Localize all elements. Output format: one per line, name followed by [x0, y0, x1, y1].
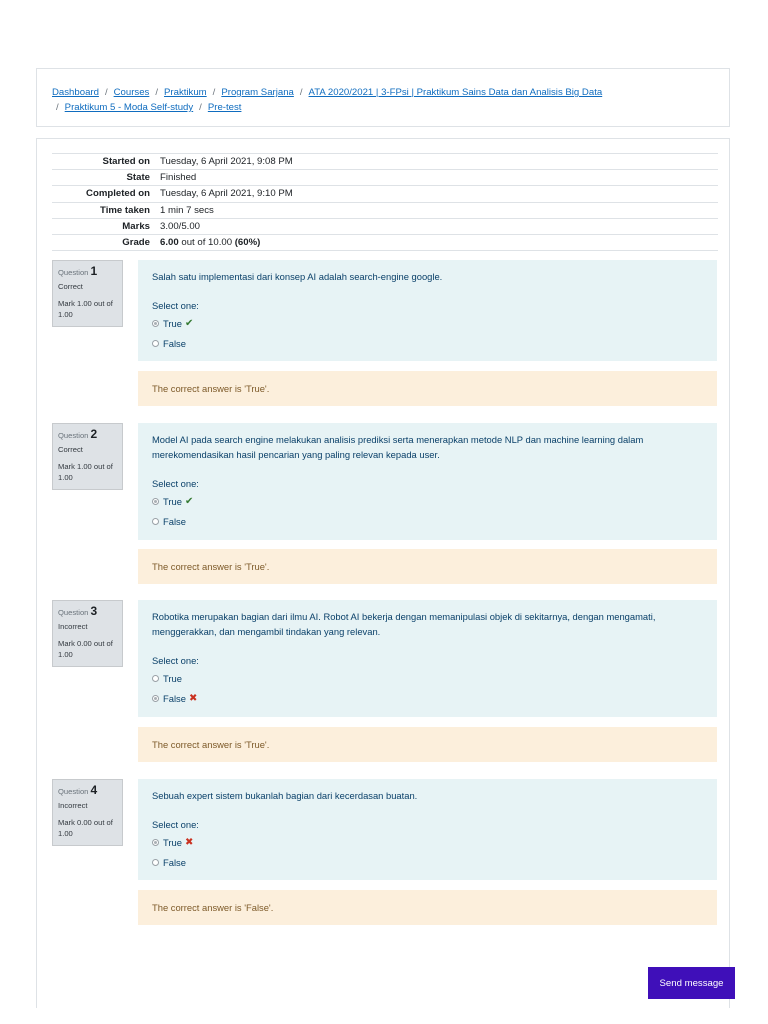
- attempt-summary-table: [52, 153, 718, 251]
- question-state: Incorrect: [58, 801, 88, 810]
- correct-answer-feedback: The correct answer is 'False'.: [138, 890, 717, 925]
- breadcrumb-program-sarjana[interactable]: Program Sarjana: [221, 87, 294, 98]
- breadcrumb-container: [36, 68, 730, 127]
- radio-button[interactable]: [152, 340, 159, 347]
- grade-score: 6.00: [160, 237, 179, 249]
- option-label: False: [163, 692, 186, 704]
- question-state: Incorrect: [58, 622, 88, 631]
- option-label: True: [163, 495, 182, 507]
- question-text: Salah satu implementasi dari konsep AI adalah search-engine google.: [152, 271, 443, 282]
- breadcrumb-courses[interactable]: Courses: [113, 87, 150, 98]
- breadcrumb-separator: /: [212, 87, 216, 98]
- question-formulation: [138, 423, 717, 540]
- summary-label: Grade: [122, 237, 150, 249]
- radio-button[interactable]: [152, 675, 159, 682]
- check-icon: ✔: [184, 495, 194, 507]
- breadcrumb: [52, 85, 722, 115]
- question-formulation: [138, 260, 717, 361]
- select-one-prompt: Select one:: [152, 300, 199, 311]
- question-state: Correct: [58, 282, 83, 291]
- grade-percent: (60%): [234, 237, 261, 249]
- question-mark: Mark 1.00 out of 1.00: [58, 462, 113, 482]
- question-number: Question 3: [58, 604, 98, 618]
- answer-option[interactable]: [152, 852, 703, 872]
- radio-button[interactable]: [152, 498, 159, 505]
- answer-option[interactable]: [152, 491, 703, 511]
- question-state: Correct: [58, 445, 83, 454]
- question-info: [52, 423, 123, 490]
- correct-answer-feedback: The correct answer is 'True'.: [138, 727, 717, 762]
- answer-option[interactable]: [152, 688, 703, 708]
- quiz-review: [36, 138, 730, 1008]
- correct-answer-feedback: The correct answer is 'True'.: [138, 371, 717, 406]
- summary-value: Tuesday, 6 April 2021, 9:08 PM: [160, 156, 293, 168]
- breadcrumb-separator: /: [104, 87, 108, 98]
- option-label: False: [163, 856, 186, 868]
- summary-row-marks: [52, 218, 718, 234]
- select-one-prompt: Select one:: [152, 478, 199, 489]
- send-message-button[interactable]: Send message: [648, 967, 735, 999]
- question-mark: Mark 0.00 out of 1.00: [58, 818, 113, 838]
- breadcrumb-pretest[interactable]: Pre-test: [207, 102, 242, 113]
- breadcrumb-section[interactable]: Praktikum 5 - Moda Self-study: [64, 102, 194, 113]
- summary-row-time: [52, 202, 718, 218]
- question-info: [52, 260, 123, 327]
- radio-button[interactable]: [152, 839, 159, 846]
- option-label: True: [163, 672, 182, 684]
- cross-icon: ✖: [184, 836, 194, 848]
- question-formulation: [138, 600, 717, 717]
- summary-value: 3.00/5.00: [160, 220, 201, 232]
- question-text: Model AI pada search engine melakukan analisis prediksi serta menerapkan metode NLP dan machine learning dalam merekomendasikan hasil pencarian yang paling relevan kepada user.: [152, 434, 644, 460]
- summary-row-state: [52, 170, 718, 186]
- summary-label: Completed on: [86, 188, 150, 200]
- answer-option[interactable]: [152, 668, 703, 688]
- summary-label: Time taken: [100, 204, 150, 216]
- summary-row-started: [52, 154, 718, 170]
- option-label: False: [163, 515, 186, 527]
- question-number: Question 2: [58, 427, 98, 441]
- question-text: Robotika merupakan bagian dari ilmu AI. Robot AI bekerja dengan memanipulasi objek di sekitarnya, dengan mengamati, menggerakkan, dan mengambil tindakan yang relevan.: [152, 611, 656, 637]
- question-number: Question 4: [58, 783, 98, 797]
- summary-value: [155, 234, 718, 250]
- question-mark: Mark 0.00 out of 1.00: [58, 639, 113, 659]
- summary-label: Started on: [102, 156, 150, 168]
- summary-row-grade: [52, 234, 718, 250]
- breadcrumb-separator: /: [155, 87, 159, 98]
- summary-row-completed: [52, 186, 718, 202]
- cross-icon: ✖: [188, 692, 198, 704]
- option-label: False: [163, 337, 186, 349]
- breadcrumb-praktikum[interactable]: Praktikum: [164, 87, 207, 98]
- summary-value: 1 min 7 secs: [160, 204, 214, 216]
- breadcrumb-separator: /: [199, 102, 202, 113]
- question-formulation: [138, 779, 717, 880]
- select-one-prompt: Select one:: [152, 819, 199, 830]
- question-number: Question 1: [58, 264, 98, 278]
- answer-option[interactable]: [152, 333, 703, 353]
- answer-option[interactable]: [152, 511, 703, 531]
- grade-out-of: out of 10.00: [178, 237, 235, 249]
- radio-button[interactable]: [152, 695, 159, 702]
- radio-button[interactable]: [152, 859, 159, 866]
- breadcrumb-separator: /: [56, 102, 59, 113]
- question-info: [52, 779, 123, 846]
- breadcrumb-course[interactable]: ATA 2020/2021 | 3-FPsi | Praktikum Sains Data dan Analisis Big Data: [308, 87, 603, 98]
- summary-label: Marks: [122, 220, 150, 232]
- check-icon: ✔: [184, 317, 194, 329]
- breadcrumb-separator: /: [299, 87, 303, 98]
- breadcrumb-dashboard[interactable]: Dashboard: [52, 87, 99, 98]
- option-label: True: [163, 317, 182, 329]
- option-label: True: [163, 836, 182, 848]
- summary-value: Finished: [160, 172, 197, 184]
- question-mark: Mark 1.00 out of 1.00: [58, 299, 113, 319]
- answer-option[interactable]: [152, 832, 703, 852]
- select-one-prompt: Select one:: [152, 655, 199, 666]
- question-text: Sebuah expert sistem bukanlah bagian dari kecerdasan buatan.: [152, 790, 418, 801]
- answer-option[interactable]: [152, 313, 703, 333]
- radio-button[interactable]: [152, 320, 159, 327]
- question-info: [52, 600, 123, 667]
- correct-answer-feedback: The correct answer is 'True'.: [138, 549, 717, 584]
- summary-value: Tuesday, 6 April 2021, 9:10 PM: [160, 188, 293, 200]
- radio-button[interactable]: [152, 518, 159, 525]
- summary-label: State: [126, 172, 150, 184]
